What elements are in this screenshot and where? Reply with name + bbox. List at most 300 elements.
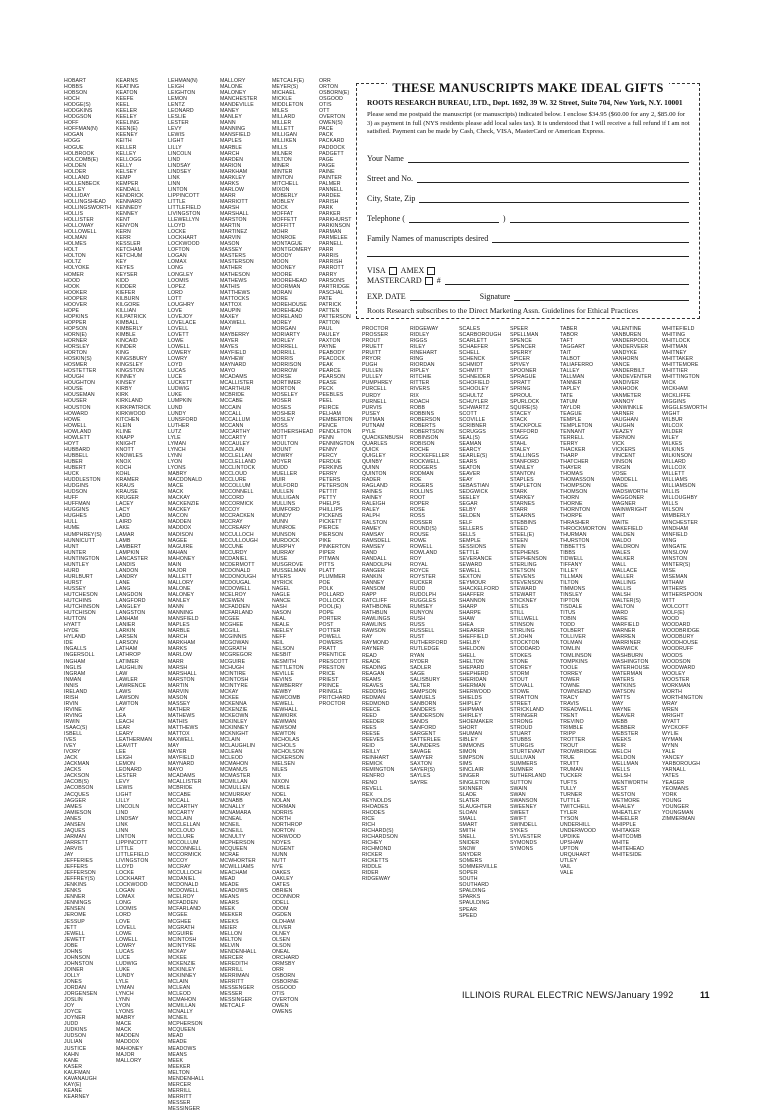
surname-entry: MCDONOUGH bbox=[220, 573, 257, 580]
surname-entry: NICKERSON bbox=[272, 755, 304, 762]
surname-entry: KIRKLAND bbox=[116, 398, 143, 405]
surname-entry: KANE bbox=[64, 1057, 79, 1064]
surname-entry: TERRY bbox=[560, 440, 578, 447]
surname-entry: NORWOOD bbox=[272, 833, 301, 840]
surname-entry: MOORMAN bbox=[272, 283, 301, 290]
surname-entry: ORCHARD bbox=[272, 954, 299, 961]
surname-entry: MAYBERRY bbox=[220, 331, 250, 338]
surname-entry: MENDENHALL bbox=[220, 948, 257, 955]
surname-entry: MADDEN bbox=[116, 1033, 140, 1040]
surname-entry: WINCHESTER bbox=[662, 519, 698, 526]
surname-entry: MOSES bbox=[272, 404, 292, 411]
surname-entry: MCKENZIE bbox=[220, 706, 248, 713]
surname-entry: RUNYON bbox=[410, 610, 434, 617]
surname-entry: LEVY bbox=[168, 126, 182, 133]
surname-entry: PAINTER bbox=[319, 174, 342, 181]
surname-entry: RICKER bbox=[362, 852, 383, 859]
surname-entry: WILDER bbox=[662, 428, 683, 435]
surname-entry: LONG bbox=[168, 265, 184, 272]
surname-entry: ROY bbox=[410, 555, 422, 562]
surname-entry: MENDENHALL bbox=[168, 1075, 205, 1082]
surname-entry: POLK bbox=[319, 585, 334, 592]
surname-entry: MCCLELLAN bbox=[168, 821, 201, 828]
surname-entry: MULLIGAN bbox=[272, 495, 300, 502]
surname-entry: OSBORN bbox=[272, 972, 296, 979]
surname-entry: RANSOM bbox=[362, 586, 386, 593]
surname-entry: MCMAHON bbox=[220, 761, 249, 768]
surname-entry: STRINGER bbox=[510, 713, 538, 719]
surname-entry: TURNER bbox=[560, 791, 583, 798]
surname-entry: LARSEN bbox=[116, 634, 138, 641]
surname-entry: PARNELL bbox=[319, 241, 343, 248]
surname-entry: MCELROY bbox=[220, 591, 247, 598]
surname-entry: SNYDER bbox=[459, 852, 482, 859]
surname-entry: MUNN bbox=[272, 519, 288, 526]
surname-entry: VAUGHN bbox=[612, 422, 635, 429]
surname-entry: PASCHAL bbox=[319, 289, 344, 296]
surname-entry: MCGUIRE bbox=[220, 658, 246, 665]
surname-entry: LILLY bbox=[116, 797, 130, 804]
surname-entry: WELDON bbox=[612, 755, 636, 762]
surname-entry: UPDIKE bbox=[560, 833, 580, 840]
surname-entry: JAQUES bbox=[64, 827, 86, 834]
surname-entry: SHANNON bbox=[459, 598, 486, 605]
surname-entry: MANSFIELD bbox=[220, 132, 251, 139]
surname-entry: WILCOX bbox=[662, 422, 684, 429]
surname-entry: RAYMOND bbox=[362, 640, 389, 647]
surname-entry: KING bbox=[116, 350, 130, 357]
surname-entry: MASTERSON bbox=[220, 259, 254, 266]
surname-entry: HUBBELL bbox=[64, 452, 89, 459]
surname-entry: LEAVITT bbox=[116, 743, 138, 750]
surname-entry: SWEENEY bbox=[510, 803, 537, 810]
surname-entry: WADDELL bbox=[612, 477, 638, 484]
surname-entry: SEAVER bbox=[459, 471, 481, 478]
surname-entry: SHERMAN bbox=[459, 682, 486, 689]
expiry-field[interactable] bbox=[410, 292, 470, 301]
amex-checkbox[interactable] bbox=[427, 267, 435, 275]
surname-entry: RAPP bbox=[362, 592, 377, 599]
surname-entry: MARSTON bbox=[220, 217, 247, 224]
surname-entry: STICKNEY bbox=[510, 598, 537, 605]
surname-entry: KAUFMAN bbox=[64, 1069, 91, 1076]
surname-entry: PETTY bbox=[319, 495, 337, 502]
surname-entry: MALONE bbox=[168, 585, 191, 592]
surname-entry: HUBBARD bbox=[64, 446, 91, 453]
surname-entry: LOOMIS bbox=[168, 277, 189, 284]
surname-entry: RINEHART bbox=[410, 350, 438, 357]
surname-entry: MAYO bbox=[168, 767, 184, 774]
surname-entry: PURVIS bbox=[362, 404, 382, 411]
surname-entry: MCCLINTOCK bbox=[220, 465, 256, 471]
surname-entry: RAY bbox=[362, 634, 373, 641]
surname-entry: MCCRAY bbox=[220, 519, 243, 526]
surname-entry: MILLER bbox=[272, 120, 292, 127]
surname-entry: RODGERS bbox=[410, 465, 437, 472]
surname-entry: MERRITT bbox=[220, 978, 244, 985]
surname-entry: ROSE bbox=[410, 507, 426, 514]
surname-entry: HOLTZ bbox=[64, 259, 82, 266]
surname-entry: MAYNARD bbox=[168, 761, 195, 768]
surname-entry: MEEKS bbox=[220, 918, 239, 925]
surname-entry: NOYES bbox=[272, 839, 291, 846]
surname-entry: LANGFORD bbox=[116, 598, 146, 605]
surname-entry: SALISBURY bbox=[410, 676, 440, 683]
surname-entry: PAULEY bbox=[319, 331, 340, 338]
surname-entry: SAMUELS bbox=[410, 694, 436, 701]
surname-entry: THOMASSON bbox=[560, 477, 595, 484]
surname-entry: WHALEY bbox=[612, 803, 635, 810]
surname-entry: SAGE bbox=[410, 670, 425, 677]
surname-entry: WILKES bbox=[662, 440, 683, 447]
card-number-field[interactable] bbox=[445, 276, 689, 285]
surname-entry: HOPKINS bbox=[64, 313, 89, 320]
surname-entry: MEEKER bbox=[220, 912, 243, 919]
surname-entry: MACDONALD bbox=[168, 477, 203, 484]
surname-entry: PERKINS bbox=[319, 465, 343, 471]
surname-entry: VIRGIN bbox=[612, 465, 631, 472]
surname-entry: WEBB bbox=[612, 719, 628, 726]
surname-entry: ISAAC(S) bbox=[64, 725, 88, 732]
surname-entry: LOWE bbox=[168, 338, 184, 345]
surname-entry: JOY bbox=[64, 1003, 75, 1010]
surname-entry: SAUNDERS bbox=[410, 743, 440, 750]
surname-entry: MIXON bbox=[272, 186, 290, 193]
surname-entry: JENNINGS bbox=[64, 900, 92, 907]
surname-entry: MALLORY bbox=[220, 78, 246, 84]
surname-entry: SEATON bbox=[459, 465, 481, 472]
surname-entry: LIND bbox=[168, 156, 181, 163]
surname-entry: RANKIN bbox=[362, 573, 383, 580]
surname-entry: LANIER bbox=[116, 622, 136, 629]
surname-entry: SATTERLEE bbox=[410, 737, 441, 744]
surname-entry: WOOD bbox=[662, 616, 680, 623]
surname-entry: STACK bbox=[510, 416, 528, 423]
surname-entry: LOMAX bbox=[116, 894, 135, 901]
surname-entry: SEWELL bbox=[459, 567, 481, 574]
surname-entry: LUTHER bbox=[168, 422, 190, 429]
company-address: ROOTS RESEARCH BUREAU, LTD., Dept. 1692, 39 W. 32 Street, Suite 704, New York, N.Y. 10001 bbox=[367, 98, 683, 107]
surname-entry: MCFARLAND bbox=[220, 610, 253, 617]
surname-entry: MCMULLEN bbox=[220, 785, 250, 792]
surname-entry: MARKLEY bbox=[220, 174, 246, 181]
surname-entry: WYMAN bbox=[662, 737, 683, 744]
surname-entry: MARKS bbox=[168, 646, 187, 653]
surname-entry: IVEY bbox=[64, 743, 77, 750]
surname-entry: TOOLE bbox=[560, 664, 578, 671]
surname-entry: MARKHAM bbox=[220, 168, 248, 175]
surname-entry: SEARLE(S) bbox=[459, 452, 488, 459]
surname-entry: JOYCE bbox=[64, 1009, 82, 1016]
surname-entry: MORE bbox=[272, 295, 288, 302]
surname-entry: MCARTHUR bbox=[220, 386, 251, 393]
name-field[interactable]: Your Name bbox=[367, 154, 689, 163]
surname-entry: SANDS bbox=[410, 719, 429, 726]
surname-entry: STOWE bbox=[510, 688, 530, 695]
surname-entry: RAGLAND bbox=[362, 483, 388, 490]
surname-entry: LAKE bbox=[116, 525, 130, 532]
surname-entry: MCCREARY bbox=[220, 525, 251, 532]
surname-entry: RENO bbox=[362, 779, 378, 786]
surname-entry: QUARLES bbox=[362, 440, 388, 447]
surname-entry: WATTS bbox=[612, 694, 631, 701]
surname-entry: LAIRD bbox=[116, 519, 132, 526]
surname-entry: STANTON bbox=[510, 471, 536, 478]
surname-entry: LINDSEY bbox=[168, 168, 191, 175]
surname-entry: MCGRATH bbox=[220, 646, 247, 653]
surname-entry: JENSEN bbox=[64, 906, 86, 913]
surname-entry: LINDSAY bbox=[116, 815, 139, 822]
surname-entry: LOWELL bbox=[168, 344, 190, 351]
surname-entry: REAVES bbox=[362, 682, 384, 689]
surname-entry: LILLY bbox=[168, 144, 182, 151]
surname-entry: TIDWELL bbox=[560, 555, 584, 562]
surname-entry: WETMORE bbox=[612, 797, 640, 804]
surname-entry: PARKER bbox=[319, 211, 341, 218]
surname-entry: MCNULTY bbox=[220, 833, 246, 840]
surname-entry: WILEY bbox=[662, 434, 679, 441]
city-field[interactable]: City, State, Zip bbox=[367, 194, 689, 203]
surname-entry: LYLE bbox=[168, 434, 181, 441]
surname-entry: PARDEE bbox=[319, 192, 341, 199]
surname-entry: LUCKETT bbox=[168, 380, 193, 387]
surname-entry: STALEY bbox=[510, 446, 531, 453]
surname-entry: LINTON bbox=[116, 833, 136, 840]
surname-entry: MARKHAM bbox=[168, 640, 196, 647]
surname-entry: HOWARD bbox=[64, 410, 89, 417]
surname-entry: SEMPLE bbox=[459, 537, 481, 544]
surname-entry: SPIVEY bbox=[510, 362, 530, 369]
surname-entry: MOSLEY bbox=[272, 416, 295, 423]
surname-entry: MCNEIL bbox=[168, 1015, 189, 1022]
surname-entry: TULLY bbox=[560, 785, 577, 792]
surname-entry: WHITNEY bbox=[662, 350, 687, 357]
surname-entry: JARRETT bbox=[64, 839, 89, 846]
surname-entry: METCALF bbox=[220, 1003, 245, 1010]
surname-entry: NEWKIRK bbox=[272, 712, 297, 719]
surname-entry: MACE bbox=[116, 1021, 132, 1028]
surname-entry: STRICKLAND bbox=[510, 706, 544, 713]
surname-entry: WOODS bbox=[662, 652, 683, 659]
surname-entry: SAYRE bbox=[410, 779, 428, 786]
surname-entry: VANHOOK bbox=[612, 386, 639, 393]
surname-entry: PEIRCE bbox=[319, 404, 339, 411]
surname-entry: RICHEY bbox=[362, 839, 383, 846]
surname-entry: HOLLAND bbox=[64, 174, 90, 181]
family-names-field[interactable]: Family Names of manuscripts desired bbox=[367, 234, 689, 243]
surname-entry: MAYO bbox=[220, 368, 236, 375]
surname-entry: TOWNSEND bbox=[560, 688, 591, 695]
surname-entry: INGHAM bbox=[64, 658, 86, 665]
surname-entry: SWAN bbox=[510, 791, 526, 798]
surname-entry: MAYER bbox=[220, 338, 239, 345]
surname-entry: MARR bbox=[220, 192, 236, 199]
surname-entry: MCKINLEY bbox=[220, 718, 248, 725]
surname-entry: SCARBOROUGH bbox=[459, 332, 502, 339]
surname-entry: HUFFMAN bbox=[64, 501, 91, 508]
surname-entry: WYATT bbox=[662, 719, 680, 726]
surname-entry: SHELDON bbox=[459, 646, 485, 653]
surname-entry: MARR bbox=[168, 658, 184, 665]
surname-entry: PECK bbox=[319, 386, 334, 393]
surname-entry: TALBOT bbox=[560, 356, 581, 363]
surname-entry: LLOYD bbox=[168, 223, 186, 230]
surname-entry: MALLETT bbox=[168, 573, 193, 580]
surname-entry: SCRUGGS bbox=[459, 428, 486, 435]
surname-entry: TENNANT bbox=[560, 428, 586, 435]
surname-entry: LOTT bbox=[168, 295, 182, 302]
surname-entry: MITCHELL bbox=[272, 180, 299, 187]
surname-entry: HOYT bbox=[64, 440, 79, 447]
surname-entry: SIMMONS bbox=[459, 743, 485, 750]
surname-entry: PORTER bbox=[319, 616, 342, 623]
surname-entry: WHITMAN bbox=[662, 344, 688, 351]
surname-entry: WOODBRIDGE bbox=[662, 628, 700, 635]
signature-field[interactable] bbox=[514, 292, 689, 301]
surname-entry: SOMMERVILLE bbox=[459, 864, 498, 871]
surname-entry: KOCH bbox=[116, 465, 132, 471]
surname-entry: PIPER bbox=[319, 549, 336, 556]
surname-entry: MCKINLEY bbox=[168, 966, 196, 973]
surname-entry: JONES bbox=[64, 978, 82, 985]
surname-entry: WOODBURY bbox=[662, 634, 694, 641]
telephone-field[interactable]: Telephone ( ) bbox=[367, 214, 689, 223]
surname-entry: HOUSTON bbox=[64, 404, 91, 411]
surname-entry: HOFF bbox=[64, 120, 79, 127]
surname-entry: HULL bbox=[64, 519, 78, 526]
surname-entry: KNIGHT bbox=[116, 440, 137, 447]
surname-entry: STILES bbox=[510, 604, 529, 611]
surname-entry: MCNEAL bbox=[220, 815, 243, 822]
surname-entry: LUNSFORD bbox=[168, 416, 198, 423]
surname-entry: KELLOGG bbox=[116, 156, 142, 163]
surname-column-13 bbox=[662, 326, 707, 822]
surname-entry: REDMOND bbox=[362, 700, 390, 707]
surname-entry: SHUMAN bbox=[459, 731, 483, 738]
surname-entry: RADER bbox=[362, 477, 381, 484]
surname-entry: NORTON bbox=[272, 827, 295, 834]
surname-entry: MCINTYRE bbox=[168, 942, 196, 949]
surname-entry: WALLIS bbox=[612, 586, 632, 593]
surname-entry: RAWSON bbox=[362, 628, 386, 635]
surname-entry: PARRY bbox=[319, 271, 337, 278]
surname-entry: IVES bbox=[64, 737, 77, 744]
surname-entry: REESE bbox=[362, 731, 381, 738]
surname-entry: KIRKWOOD bbox=[116, 410, 146, 417]
surname-entry: LOUGHRY bbox=[168, 301, 195, 308]
surname-entry: MALLORY bbox=[116, 1057, 142, 1064]
surname-entry: IRWIN bbox=[64, 718, 80, 725]
surname-entry: MOOREHEAD bbox=[272, 277, 307, 284]
surname-entry: HOOPER bbox=[64, 295, 88, 302]
surname-entry: STONE bbox=[510, 658, 529, 665]
surname-entry: MATTOX bbox=[220, 301, 242, 308]
surname-entry: WHITESIDE bbox=[612, 852, 642, 859]
surname-entry: LEMON bbox=[168, 96, 187, 103]
surname-entry: LONGLEY bbox=[168, 271, 194, 278]
surname-entry: MARSTON bbox=[168, 676, 195, 683]
surname-entry: MAHONEY bbox=[116, 1045, 143, 1052]
surname-entry: MCCALL bbox=[168, 797, 190, 804]
surname-entry: STARNES bbox=[510, 501, 535, 508]
surname-entry: LANE bbox=[116, 579, 130, 586]
surname-entry: PARROTT bbox=[319, 265, 345, 272]
surname-entry: WATERHOUSE bbox=[612, 664, 650, 671]
surname-entry: MCDOUGAL bbox=[220, 579, 251, 586]
surname-entry: MARTINEZ bbox=[220, 229, 248, 236]
surname-entry: MCCARTHY bbox=[168, 803, 199, 810]
surname-entry: STEBBINS bbox=[510, 519, 537, 526]
surname-entry: MARSH bbox=[220, 204, 240, 211]
surname-entry: STACKPOLE bbox=[510, 422, 542, 429]
surname-entry: WYLIE bbox=[662, 731, 679, 738]
surname-entry: ORTON bbox=[319, 84, 339, 91]
visa-checkbox[interactable] bbox=[389, 267, 397, 275]
surname-entry: THROCKMORTON bbox=[560, 525, 606, 532]
surname-entry: MEADOWS bbox=[220, 888, 249, 895]
surname-entry: MAXEY bbox=[220, 313, 239, 320]
surname-entry: JACQUES bbox=[64, 791, 90, 798]
street-field[interactable]: Street and No. bbox=[367, 174, 689, 183]
mastercard-checkbox[interactable] bbox=[425, 277, 433, 285]
surname-entry: HOLMAN bbox=[64, 235, 87, 242]
surname-entry: STOCKTON bbox=[510, 640, 540, 647]
surname-entry: STOREY bbox=[510, 664, 532, 671]
surname-entry: MOBERLY bbox=[272, 192, 298, 199]
surname-entry: MCCANN bbox=[220, 422, 244, 429]
surname-entry: RIDER bbox=[362, 870, 379, 877]
surname-entry: HOCH bbox=[64, 96, 80, 103]
surname-entry: MOHR bbox=[272, 229, 289, 236]
surname-entry: NEWSOM bbox=[272, 725, 297, 732]
surname-entry: SEAMAN bbox=[459, 440, 482, 447]
surname-entry: JOHNSTON bbox=[64, 960, 94, 967]
surname-entry: PURCELL bbox=[362, 386, 387, 393]
surname-entry: HOLBROOK bbox=[64, 150, 95, 157]
surname-entry: JACKSON bbox=[64, 773, 90, 780]
surname-entry: RICHARDSON bbox=[362, 833, 398, 840]
surname-entry: RUSH bbox=[410, 616, 426, 623]
surname-entry: NESMITH bbox=[272, 658, 297, 665]
surname-entry: TAFT bbox=[560, 338, 573, 345]
surname-entry: TOLBERT bbox=[560, 628, 585, 635]
surname-entry: LINN bbox=[168, 180, 181, 187]
surname-entry: HUDDLESTON bbox=[64, 477, 101, 484]
surname-entry: WARNER bbox=[612, 628, 636, 635]
surname-entry: HOLLIDAY bbox=[64, 192, 91, 199]
surname-entry: PENNINGTON bbox=[319, 440, 355, 447]
surname-entry: TINSLEY bbox=[560, 592, 583, 599]
surname-entry: RAMSEY bbox=[362, 543, 385, 550]
surname-entry: READE bbox=[362, 658, 381, 665]
surname-entry: RALEY bbox=[362, 507, 380, 514]
surname-entry: ROUND(S) bbox=[410, 525, 437, 532]
surname-entry: KENT bbox=[116, 217, 131, 224]
surname-entry: SHEA bbox=[459, 622, 474, 629]
surname-entry: MESSER bbox=[168, 1099, 191, 1106]
family-names-line-2[interactable] bbox=[367, 246, 689, 257]
surname-column-5 bbox=[272, 78, 313, 1015]
surname-entry: WICKLIFFE bbox=[662, 392, 691, 399]
surname-entry: NIXON bbox=[272, 779, 289, 786]
surname-entry: KASER bbox=[64, 1063, 83, 1070]
surname-entry: RUTLEDGE bbox=[410, 646, 440, 653]
surname-entry: MAXWELL bbox=[168, 737, 195, 744]
surname-entry: HOOK bbox=[64, 283, 80, 290]
surname-entry: MASON bbox=[220, 241, 240, 248]
surname-entry: LYNCH bbox=[168, 446, 186, 453]
surname-entry: MCNABB bbox=[220, 797, 243, 804]
